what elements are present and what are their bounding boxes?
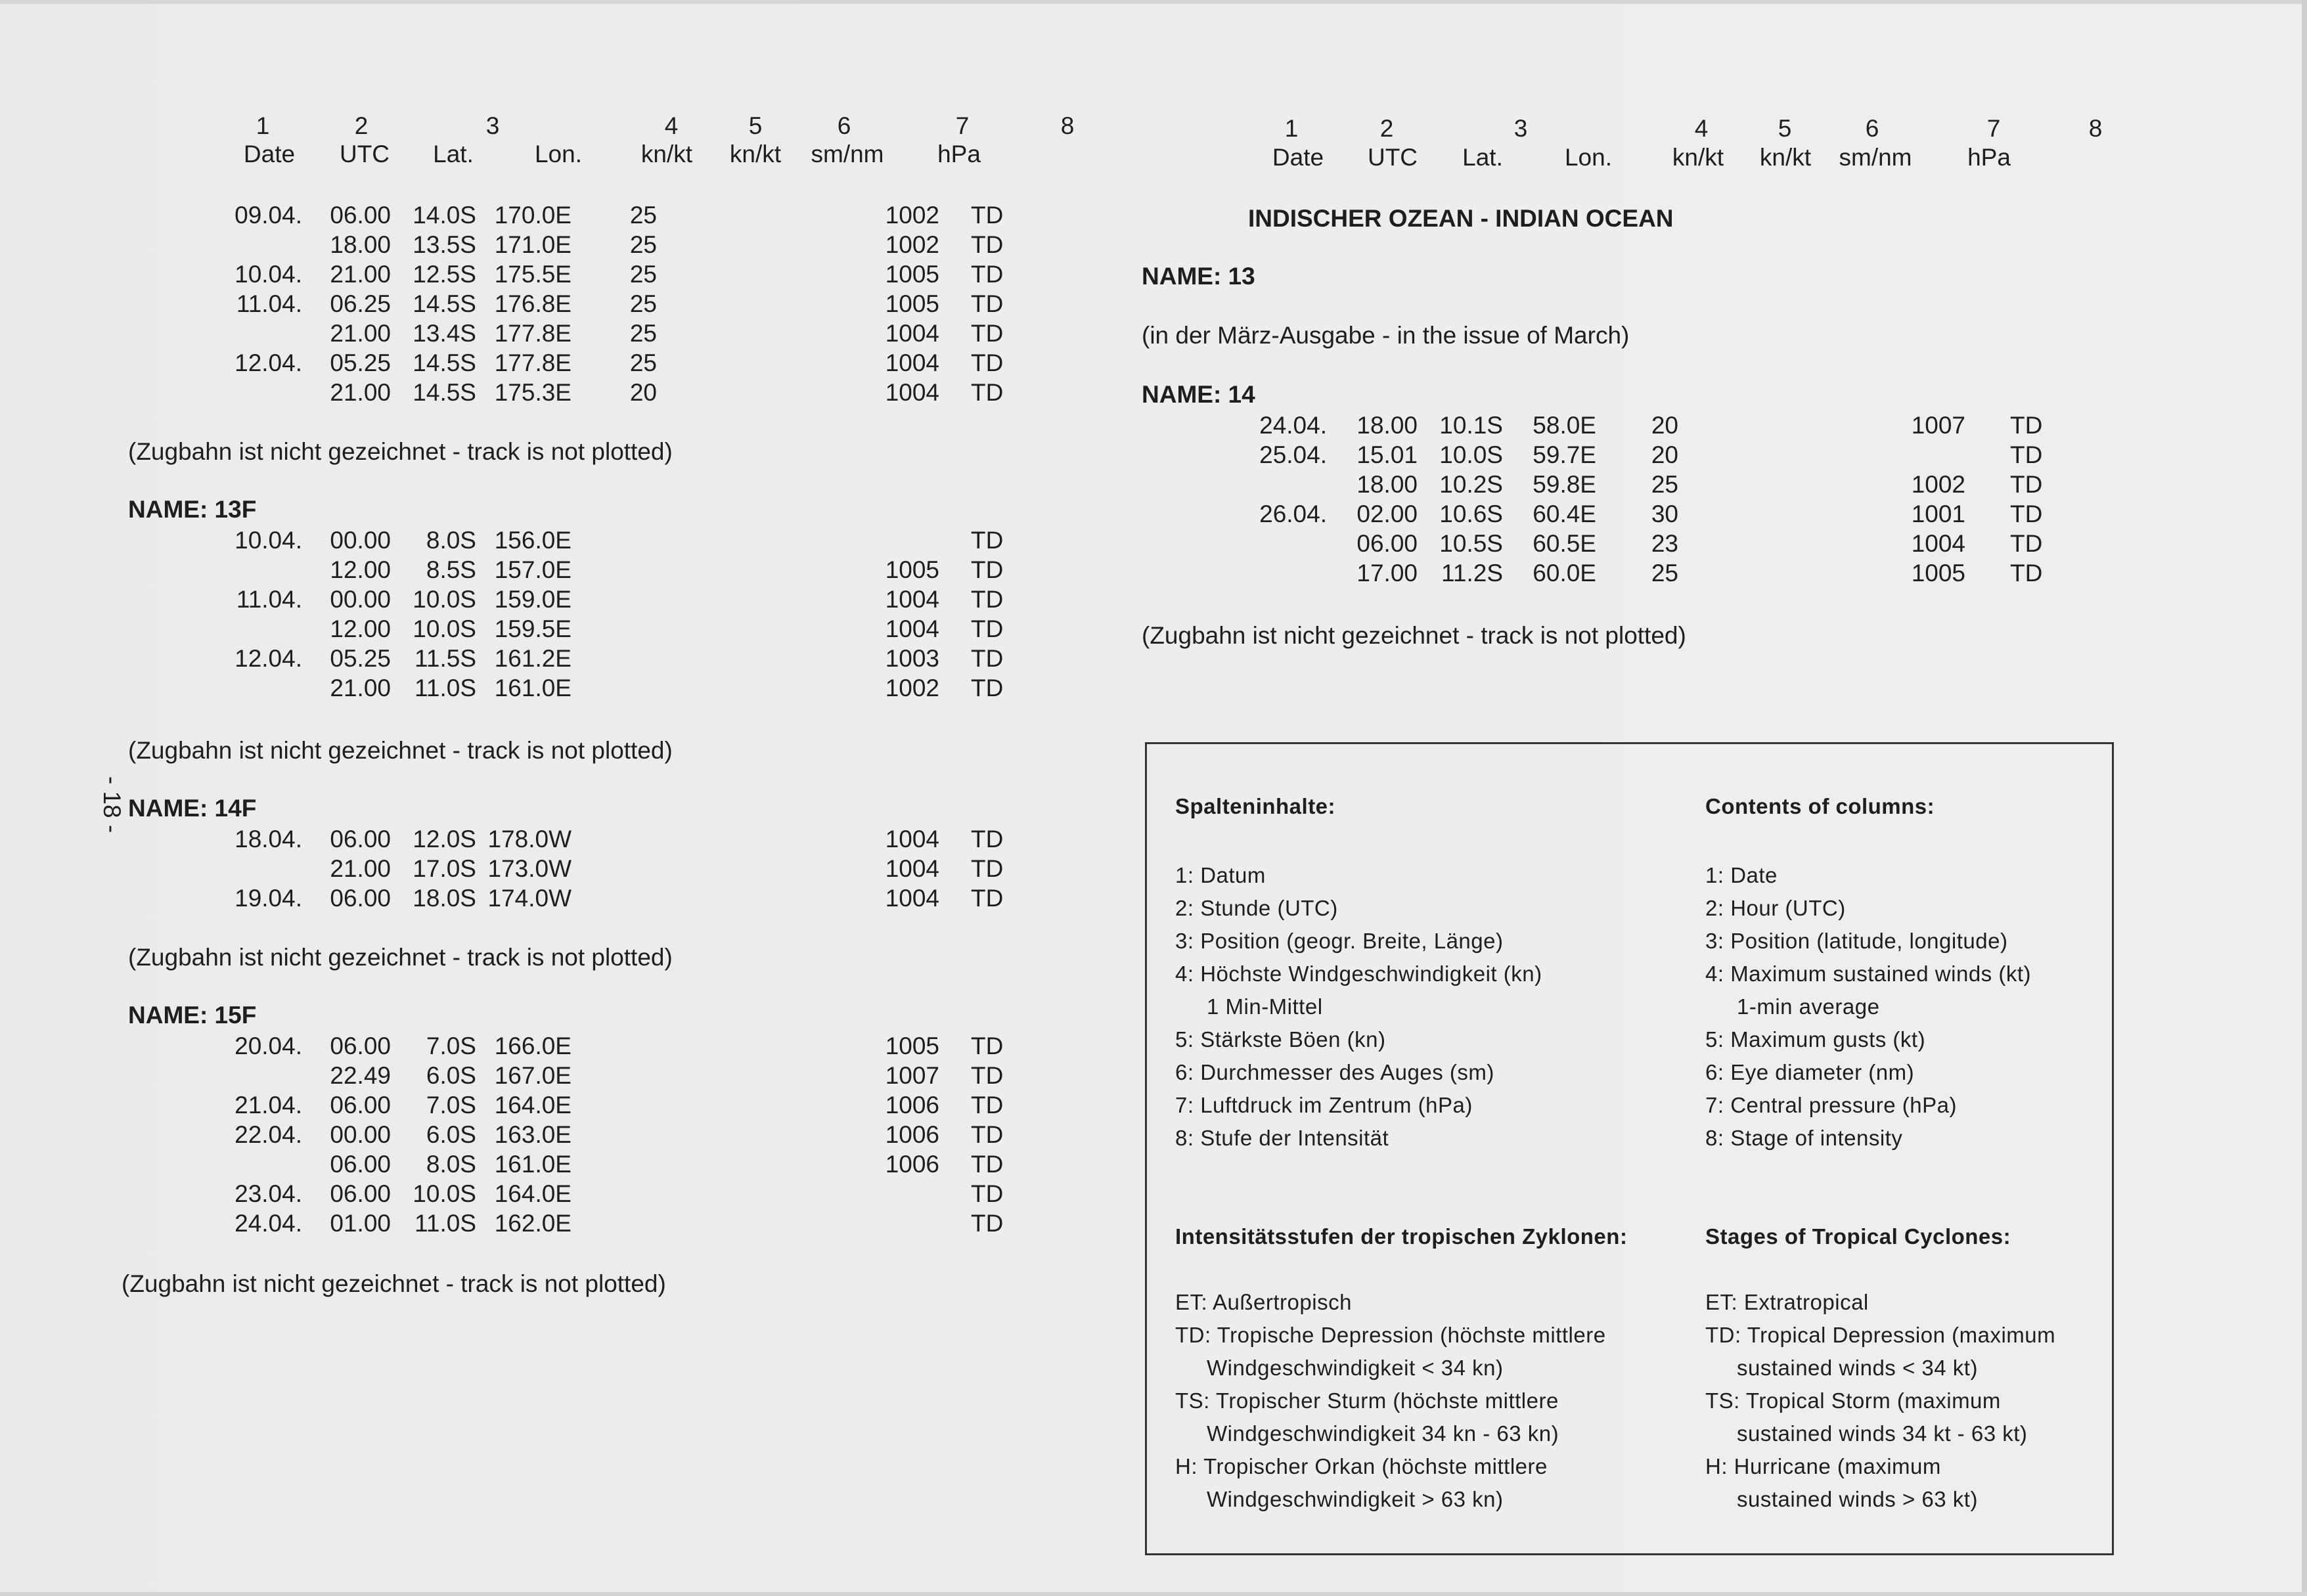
table-row <box>1228 499 2214 529</box>
col-number: 4 <box>664 112 679 139</box>
legend-line: 1 Min-Mittel <box>1207 994 1323 1019</box>
legend-line: 2: Stunde (UTC) <box>1175 896 1338 920</box>
cell-stage: TD <box>971 645 1004 672</box>
cell-lon: 164.0E <box>494 1092 571 1119</box>
table-row <box>204 1061 1189 1090</box>
legend-line: TD: Tropische Depression (höchste mittlere <box>1175 1323 1606 1347</box>
cell-lat: 11.0S <box>414 675 476 701</box>
table-row <box>204 319 1189 348</box>
table-row <box>204 289 1189 319</box>
cell-stage: TD <box>2010 441 2043 468</box>
table-row <box>1228 529 2214 558</box>
legend-line: TD: Tropical Depression (maximum <box>1705 1323 2056 1347</box>
cell-lat: 13.4S <box>413 320 476 347</box>
cell-pressure: 1004 <box>885 885 939 912</box>
cell-pressure: 1004 <box>885 320 939 347</box>
table-row <box>204 1208 1189 1238</box>
col-label-utc: UTC <box>339 141 390 167</box>
legend-line: sustained winds < 34 kt) <box>1737 1356 1978 1380</box>
cell-lon: 175.3E <box>494 379 571 406</box>
cell-utc: 18.00 <box>1356 412 1418 439</box>
cell-utc: 05.25 <box>330 349 391 376</box>
table-row <box>204 854 1189 883</box>
col-label-pressure: hPa <box>937 141 981 167</box>
legend-line: 7: Central pressure (hPa) <box>1705 1093 1957 1117</box>
cell-stage: TD <box>971 675 1004 701</box>
legend-line: 4: Maximum sustained winds (kt) <box>1705 962 2031 986</box>
cell-utc: 17.00 <box>1356 560 1418 587</box>
legend-line: sustained winds 34 kt - 63 kt) <box>1737 1421 2028 1446</box>
table-row <box>204 1179 1189 1208</box>
cell-utc: 06.00 <box>330 826 391 853</box>
cell-utc: 12.00 <box>330 615 391 642</box>
table-row <box>204 555 1189 585</box>
cell-lat: 18.0S <box>413 885 476 912</box>
cell-utc: 21.00 <box>330 379 391 406</box>
table-row <box>204 824 1189 854</box>
cell-date: 10.04. <box>235 527 302 554</box>
table-row <box>1228 558 2214 588</box>
cell-stage: TD <box>971 202 1004 229</box>
cell-lat: 8.0S <box>426 1151 476 1178</box>
table-row <box>204 525 1189 555</box>
cell-utc: 21.00 <box>330 320 391 347</box>
col-number: 3 <box>1513 115 1528 142</box>
cell-stage: TD <box>2010 530 2043 557</box>
cell-lon: 170.0E <box>494 202 571 229</box>
cell-utc: 06.00 <box>330 1092 391 1119</box>
cell-lon: 59.8E <box>1533 471 1596 498</box>
cell-lon: 162.0E <box>494 1210 571 1237</box>
cell-date: 19.04. <box>235 885 302 912</box>
legend-line: 8: Stufe der Intensität <box>1175 1126 1389 1150</box>
cell-lon: 60.0E <box>1533 560 1596 587</box>
table-row <box>204 673 1189 703</box>
cell-pressure: 1004 <box>1911 530 1965 557</box>
table-row <box>204 883 1189 913</box>
legend-line: Windgeschwindigkeit < 34 kn) <box>1207 1356 1504 1380</box>
col-number: 5 <box>1778 115 1792 142</box>
cell-stage: TD <box>2010 471 2043 498</box>
cell-date: 12.04. <box>235 349 302 376</box>
col-number: 1 <box>256 112 270 139</box>
cell-lon: 178.0W <box>487 826 571 853</box>
track-note: (Zugbahn ist nicht gezeichnet - track is not plotted) <box>122 1270 666 1297</box>
col-number: 4 <box>1694 115 1709 142</box>
cell-stage: TD <box>971 349 1004 376</box>
cell-date: 11.04. <box>236 290 302 317</box>
cell-utc: 06.25 <box>330 290 391 317</box>
cell-date: 09.04. <box>235 202 302 229</box>
table-row <box>204 1120 1189 1149</box>
col-label-wind: kn/kt <box>640 141 693 167</box>
cell-lon: 161.0E <box>494 675 571 701</box>
table-row <box>1228 440 2214 470</box>
cell-pressure: 1002 <box>1911 471 1965 498</box>
table-row <box>204 348 1189 378</box>
cell-wind: 25 <box>1651 471 1678 498</box>
cell-stage: TD <box>971 379 1004 406</box>
cell-date: 11.04. <box>236 586 302 613</box>
legend-line: H: Hurricane (maximum <box>1705 1454 1941 1478</box>
legend-line: 7: Luftdruck im Zentrum (hPa) <box>1175 1093 1473 1117</box>
storm-name: NAME: 13 <box>1142 263 1255 290</box>
cell-lat: 6.0S <box>426 1062 476 1089</box>
cell-lat: 14.5S <box>413 349 476 376</box>
storm-name: NAME: 14 <box>1142 381 1255 408</box>
cell-utc: 21.00 <box>330 675 391 701</box>
cell-lon: 177.8E <box>494 320 571 347</box>
cell-stage: TD <box>971 1151 1004 1178</box>
cell-lon: 156.0E <box>494 527 571 554</box>
cell-utc: 00.00 <box>330 527 391 554</box>
cell-date: 24.04. <box>1259 412 1327 439</box>
cell-stage: TD <box>971 261 1004 288</box>
table-row <box>204 644 1189 673</box>
cell-lat: 10.0S <box>413 1180 476 1207</box>
track-note: (Zugbahn ist nicht gezeichnet - track is not plotted) <box>128 944 673 971</box>
page-number: - 18 - <box>99 776 125 833</box>
cell-stage: TD <box>971 290 1004 317</box>
cell-lon: 177.8E <box>494 349 571 376</box>
col-number: 6 <box>1865 115 1879 142</box>
cell-lon: 161.0E <box>494 1151 571 1178</box>
legend-line: Windgeschwindigkeit 34 kn - 63 kn) <box>1207 1421 1559 1446</box>
col-number: 2 <box>354 112 369 139</box>
col-number: 8 <box>1060 112 1075 139</box>
cell-pressure: 1006 <box>885 1151 939 1178</box>
cell-utc: 18.00 <box>1356 471 1418 498</box>
cell-lat: 11.0S <box>414 1210 476 1237</box>
cell-stage: TD <box>971 231 1004 258</box>
cell-stage: TD <box>971 615 1004 642</box>
cell-stage: TD <box>971 1180 1004 1207</box>
col-label-eye: sm/nm <box>1839 144 1912 171</box>
cell-utc: 00.00 <box>330 586 391 613</box>
table-row <box>204 230 1189 259</box>
cell-pressure: 1003 <box>885 645 939 672</box>
col-number: 5 <box>748 112 763 139</box>
legend-line: 5: Stärkste Böen (kn) <box>1175 1027 1386 1052</box>
legend-line: 4: Höchste Windgeschwindigkeit (kn) <box>1175 962 1542 986</box>
cell-utc: 15.01 <box>1356 441 1418 468</box>
table-row <box>204 1031 1189 1061</box>
table-row <box>204 378 1189 407</box>
cell-wind: 25 <box>1651 560 1678 587</box>
cell-lat: 8.0S <box>426 527 476 554</box>
legend-line: 3: Position (geogr. Breite, Länge) <box>1175 929 1504 953</box>
legend-line: sustained winds > 63 kt) <box>1737 1487 1978 1511</box>
cell-stage: TD <box>971 855 1004 882</box>
table-row <box>204 1090 1189 1120</box>
cell-lat: 6.0S <box>426 1121 476 1148</box>
cell-pressure: 1004 <box>885 615 939 642</box>
cell-lat: 10.2S <box>1439 471 1503 498</box>
col-label-utc: UTC <box>1367 144 1418 171</box>
cell-date: 20.04. <box>235 1032 302 1059</box>
cell-wind: 25 <box>629 349 657 376</box>
cell-lon: 164.0E <box>494 1180 571 1207</box>
cell-utc: 06.00 <box>330 202 391 229</box>
cell-lat: 17.0S <box>413 855 476 882</box>
cell-lat: 7.0S <box>426 1092 476 1119</box>
cell-stage: TD <box>971 1062 1004 1089</box>
cell-utc: 02.00 <box>1356 500 1418 527</box>
cell-utc: 21.00 <box>330 855 391 882</box>
col-number: 3 <box>485 112 500 139</box>
cell-pressure: 1004 <box>885 855 939 882</box>
cell-stage: TD <box>971 826 1004 853</box>
legend-line: ET: Extratropical <box>1705 1290 1869 1314</box>
cell-lon: 157.0E <box>494 556 571 583</box>
cell-date: 10.04. <box>235 261 302 288</box>
col-number: 8 <box>2088 115 2103 142</box>
col-label-lon: Lon. <box>1564 144 1612 171</box>
cell-lon: 159.5E <box>494 615 571 642</box>
col-label-eye: sm/nm <box>811 141 884 167</box>
cell-lat: 12.0S <box>413 826 476 853</box>
legend-line: Windgeschwindigkeit > 63 kn) <box>1207 1487 1504 1511</box>
legend-line: 1-min average <box>1737 994 1880 1019</box>
cell-pressure: 1004 <box>885 349 939 376</box>
cell-lon: 163.0E <box>494 1121 571 1148</box>
legend-line: 6: Durchmesser des Auges (sm) <box>1175 1060 1494 1084</box>
cell-stage: TD <box>2010 560 2043 587</box>
legend-line: H: Tropischer Orkan (höchste mittlere <box>1175 1454 1548 1478</box>
storm-name: NAME: 14F <box>128 795 257 822</box>
cell-stage: TD <box>971 586 1004 613</box>
cell-lat: 14.0S <box>413 202 476 229</box>
cell-utc: 21.00 <box>330 261 391 288</box>
cell-date: 25.04. <box>1259 441 1327 468</box>
legend-line: 6: Eye diameter (nm) <box>1705 1060 1915 1084</box>
cell-wind: 20 <box>1651 412 1678 439</box>
cell-lat: 14.5S <box>413 379 476 406</box>
cell-stage: TD <box>971 1121 1004 1148</box>
issue-note: (in der März-Ausgabe - in the issue of March) <box>1142 322 1630 349</box>
cell-date: 12.04. <box>235 645 302 672</box>
stages-title-de: Intensitätsstufen der tropischen Zyklonen: <box>1175 1224 1628 1249</box>
page-edge-top <box>0 0 2307 4</box>
cell-stage: TD <box>971 885 1004 912</box>
cell-lon: 174.0W <box>487 885 571 912</box>
cell-utc: 06.00 <box>330 1151 391 1178</box>
table-row <box>204 259 1189 289</box>
cell-wind: 25 <box>629 290 657 317</box>
cell-date: 23.04. <box>235 1180 302 1207</box>
page-edge-right <box>2302 0 2307 1596</box>
region-heading: INDISCHER OZEAN - INDIAN OCEAN <box>1248 205 1674 232</box>
cell-pressure: 1005 <box>885 290 939 317</box>
cell-pressure: 1004 <box>885 586 939 613</box>
storm-name: NAME: 13F <box>128 496 257 523</box>
cell-wind: 20 <box>1651 441 1678 468</box>
cell-lat: 10.0S <box>1439 441 1503 468</box>
cell-lat: 12.5S <box>413 261 476 288</box>
cell-pressure: 1007 <box>885 1062 939 1089</box>
col-number: 6 <box>837 112 851 139</box>
legend-line: 5: Maximum gusts (kt) <box>1705 1027 1926 1052</box>
col-label-lon: Lon. <box>534 141 582 167</box>
cell-stage: TD <box>971 1032 1004 1059</box>
col-number: 2 <box>1379 115 1394 142</box>
cell-lon: 161.2E <box>494 645 571 672</box>
cell-stage: TD <box>971 556 1004 583</box>
table-row <box>1228 470 2214 499</box>
cell-lon: 176.8E <box>494 290 571 317</box>
storm-name: NAME: 15F <box>128 1002 257 1029</box>
table-row <box>1228 410 2214 440</box>
col-label-wind: kn/kt <box>1672 144 1724 171</box>
col-label-date: Date <box>1272 144 1324 171</box>
cell-pressure: 1006 <box>885 1121 939 1148</box>
col-label-pressure: hPa <box>1967 144 2011 171</box>
cell-pressure: 1005 <box>1911 560 1965 587</box>
cell-wind: 25 <box>629 320 657 347</box>
cell-utc: 18.00 <box>330 231 391 258</box>
cell-lat: 10.5S <box>1439 530 1503 557</box>
cell-lon: 60.5E <box>1533 530 1596 557</box>
cell-date: 24.04. <box>235 1210 302 1237</box>
legend-line: 1: Datum <box>1175 863 1266 887</box>
table-row <box>204 585 1189 614</box>
cell-lat: 11.2S <box>1441 560 1503 587</box>
cell-pressure: 1006 <box>885 1092 939 1119</box>
cell-lon: 159.0E <box>494 586 571 613</box>
cell-date: 18.04. <box>235 826 302 853</box>
cell-date: 21.04. <box>235 1092 302 1119</box>
stages-title-en: Stages of Tropical Cyclones: <box>1705 1224 2011 1249</box>
cell-stage: TD <box>971 527 1004 554</box>
legend-line: 2: Hour (UTC) <box>1705 896 1846 920</box>
table-row <box>204 1149 1189 1179</box>
cell-pressure: 1007 <box>1911 412 1965 439</box>
legend-line: 8: Stage of intensity <box>1705 1126 1903 1150</box>
cell-pressure: 1002 <box>885 202 939 229</box>
cell-wind: 30 <box>1651 500 1678 527</box>
col-number: 1 <box>1284 115 1299 142</box>
cell-utc: 06.00 <box>330 885 391 912</box>
cell-lon: 167.0E <box>494 1062 571 1089</box>
legend-box <box>1145 742 2114 1555</box>
cell-lon: 59.7E <box>1533 441 1596 468</box>
legend-line: 3: Position (latitude, longitude) <box>1705 929 2008 953</box>
cell-utc: 06.00 <box>330 1180 391 1207</box>
cell-lon: 173.0W <box>487 855 571 882</box>
cell-lon: 166.0E <box>494 1032 571 1059</box>
cell-pressure: 1002 <box>885 231 939 258</box>
cell-utc: 01.00 <box>330 1210 391 1237</box>
cell-utc: 22.49 <box>330 1062 391 1089</box>
cell-lat: 10.0S <box>413 586 476 613</box>
cell-lat: 10.1S <box>1439 412 1503 439</box>
cell-lon: 58.0E <box>1533 412 1596 439</box>
cell-pressure: 1004 <box>885 379 939 406</box>
table-row <box>204 614 1189 644</box>
cell-pressure: 1005 <box>885 556 939 583</box>
cell-stage: TD <box>971 1210 1004 1237</box>
cell-stage: TD <box>2010 500 2043 527</box>
cell-date: 26.04. <box>1259 500 1327 527</box>
col-label-gusts: kn/kt <box>1759 144 1812 171</box>
cell-utc: 12.00 <box>330 556 391 583</box>
cell-lat: 8.5S <box>426 556 476 583</box>
cell-pressure: 1005 <box>885 1032 939 1059</box>
cell-stage: TD <box>2010 412 2043 439</box>
legend-line: TS: Tropischer Sturm (höchste mittlere <box>1175 1388 1559 1413</box>
cell-lat: 10.6S <box>1439 500 1503 527</box>
cell-lat: 14.5S <box>413 290 476 317</box>
col-label-gusts: kn/kt <box>729 141 782 167</box>
legend-title-de: Spalteninhalte: <box>1175 794 1336 818</box>
col-label-lat: Lat. <box>433 141 474 167</box>
legend-title-en: Contents of columns: <box>1705 794 1935 818</box>
cell-lon: 60.4E <box>1533 500 1596 527</box>
legend-line: ET: Außertropisch <box>1175 1290 1352 1314</box>
cell-utc: 00.00 <box>330 1121 391 1148</box>
legend-line: TS: Tropical Storm (maximum <box>1705 1388 2001 1413</box>
cell-utc: 06.00 <box>1356 530 1418 557</box>
cell-stage: TD <box>971 320 1004 347</box>
cell-lat: 13.5S <box>413 231 476 258</box>
cell-pressure: 1001 <box>1911 500 1965 527</box>
track-note: (Zugbahn ist nicht gezeichnet - track is not plotted) <box>128 737 673 764</box>
cell-utc: 05.25 <box>330 645 391 672</box>
legend-line: 1: Date <box>1705 863 1778 887</box>
cell-wind: 25 <box>629 202 657 229</box>
cell-lat: 11.5S <box>414 645 476 672</box>
col-number: 7 <box>955 112 970 139</box>
table-row <box>204 200 1189 230</box>
cell-wind: 23 <box>1651 530 1678 557</box>
col-label-date: Date <box>243 141 296 167</box>
page-edge-bottom <box>0 1592 2307 1596</box>
cell-wind: 25 <box>629 231 657 258</box>
cell-lat: 7.0S <box>426 1032 476 1059</box>
cell-wind: 25 <box>629 261 657 288</box>
cell-lon: 171.0E <box>494 231 571 258</box>
track-note: (Zugbahn ist nicht gezeichnet - track is not plotted) <box>128 438 673 465</box>
cell-lat: 10.0S <box>413 615 476 642</box>
col-number: 7 <box>1986 115 2001 142</box>
cell-pressure: 1004 <box>885 826 939 853</box>
cell-stage: TD <box>971 1092 1004 1119</box>
col-label-lat: Lat. <box>1462 144 1503 171</box>
cell-lon: 175.5E <box>494 261 571 288</box>
track-note: (Zugbahn ist nicht gezeichnet - track is not plotted) <box>1142 622 1686 649</box>
cell-date: 22.04. <box>235 1121 302 1148</box>
cell-wind: 20 <box>629 379 657 406</box>
cell-pressure: 1005 <box>885 261 939 288</box>
cell-pressure: 1002 <box>885 675 939 701</box>
cell-utc: 06.00 <box>330 1032 391 1059</box>
